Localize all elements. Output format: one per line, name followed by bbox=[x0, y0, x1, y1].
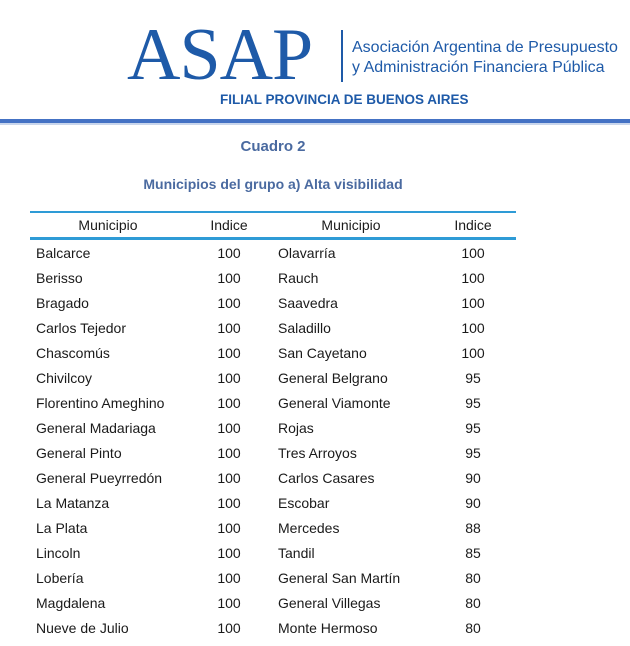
municipio-cell: Monte Hermoso bbox=[278, 619, 378, 636]
indice-cell: 100 bbox=[217, 419, 241, 436]
table-row bbox=[30, 465, 516, 490]
table-header-row bbox=[30, 212, 516, 239]
municipios-table bbox=[30, 211, 516, 640]
municipio-cell: General Pinto bbox=[36, 444, 122, 461]
table-row bbox=[30, 239, 516, 266]
municipio-cell: General Villegas bbox=[278, 594, 381, 611]
indice-cell: 95 bbox=[465, 444, 481, 461]
indice-cell: 95 bbox=[465, 394, 481, 411]
table-row bbox=[30, 515, 516, 540]
table-subtitle: Municipios del grupo a) Alta visibilidad bbox=[143, 176, 403, 192]
indice-cell: 80 bbox=[465, 619, 481, 636]
indice-cell: 100 bbox=[461, 319, 485, 336]
indice-cell: 85 bbox=[465, 544, 481, 561]
org-name-line-2: y Administración Financiera Pública bbox=[352, 59, 605, 76]
table-row bbox=[30, 615, 516, 640]
table-row bbox=[30, 415, 516, 440]
table-row bbox=[30, 565, 516, 590]
municipio-cell: La Plata bbox=[36, 519, 88, 536]
table-row bbox=[30, 290, 516, 315]
municipio-cell: Olavarría bbox=[278, 244, 336, 261]
asap-logo: ASAP bbox=[127, 14, 313, 96]
table-row bbox=[30, 540, 516, 565]
municipio-cell: Saladillo bbox=[278, 319, 331, 336]
indice-cell: 100 bbox=[461, 294, 485, 311]
municipio-cell: Rojas bbox=[278, 419, 314, 436]
indice-cell: 100 bbox=[217, 344, 241, 361]
indice-cell: 100 bbox=[217, 294, 241, 311]
indice-cell: 100 bbox=[217, 569, 241, 586]
table-row bbox=[30, 365, 516, 390]
indice-cell: 100 bbox=[217, 544, 241, 561]
header-rule-shadow bbox=[0, 123, 630, 125]
column-header-indice: Indice bbox=[454, 217, 492, 233]
table-row bbox=[30, 440, 516, 465]
municipio-cell: Saavedra bbox=[278, 294, 338, 311]
municipio-cell: General Madariaga bbox=[36, 419, 156, 436]
municipio-cell: Tandil bbox=[278, 544, 315, 561]
municipio-cell: Lobería bbox=[36, 569, 84, 586]
logo-divider bbox=[341, 30, 343, 82]
municipio-cell: Carlos Tejedor bbox=[36, 319, 127, 336]
municipio-cell: General Belgrano bbox=[278, 369, 388, 386]
indice-cell: 100 bbox=[217, 244, 241, 261]
municipio-cell: General Pueyrredón bbox=[36, 469, 163, 486]
indice-cell: 100 bbox=[217, 594, 241, 611]
filial-name: FILIAL PROVINCIA DE BUENOS AIRES bbox=[220, 92, 469, 107]
indice-cell: 100 bbox=[217, 469, 241, 486]
indice-cell: 100 bbox=[217, 494, 241, 511]
table-row bbox=[30, 340, 516, 365]
column-header-municipio: Municipio bbox=[78, 217, 138, 233]
indice-cell: 90 bbox=[465, 469, 481, 486]
indice-cell: 80 bbox=[465, 594, 481, 611]
municipio-cell: Escobar bbox=[278, 494, 330, 511]
municipio-cell: Mercedes bbox=[278, 519, 340, 536]
indice-cell: 100 bbox=[217, 444, 241, 461]
municipio-cell: La Matanza bbox=[36, 494, 110, 511]
table-row bbox=[30, 490, 516, 515]
municipio-cell: Magdalena bbox=[36, 594, 106, 611]
municipio-cell: Balcarce bbox=[36, 244, 91, 261]
indice-cell: 80 bbox=[465, 569, 481, 586]
municipio-cell: Carlos Casares bbox=[278, 469, 375, 486]
municipio-cell: Chivilcoy bbox=[36, 369, 93, 386]
indice-cell: 100 bbox=[217, 319, 241, 336]
indice-cell: 95 bbox=[465, 369, 481, 386]
municipio-cell: Chascomús bbox=[36, 344, 110, 361]
table-row bbox=[30, 265, 516, 290]
indice-cell: 100 bbox=[217, 519, 241, 536]
org-name-line-1: Asociación Argentina de Presupuesto bbox=[352, 39, 618, 56]
indice-cell: 88 bbox=[465, 519, 481, 536]
indice-cell: 100 bbox=[461, 344, 485, 361]
indice-cell: 100 bbox=[217, 369, 241, 386]
indice-cell: 95 bbox=[465, 419, 481, 436]
column-header-indice: Indice bbox=[210, 217, 248, 233]
municipio-cell: Nueve de Julio bbox=[36, 619, 129, 636]
table-title: Cuadro 2 bbox=[240, 138, 306, 155]
table-row bbox=[30, 390, 516, 415]
indice-cell: 100 bbox=[217, 394, 241, 411]
table-row bbox=[30, 315, 516, 340]
indice-cell: 100 bbox=[217, 619, 241, 636]
table-row bbox=[30, 590, 516, 615]
municipio-cell: Florentino Ameghino bbox=[36, 394, 165, 411]
municipio-cell: General Viamonte bbox=[278, 394, 391, 411]
indice-cell: 100 bbox=[217, 269, 241, 286]
indice-cell: 90 bbox=[465, 494, 481, 511]
municipio-cell: San Cayetano bbox=[278, 344, 367, 361]
municipio-cell: Rauch bbox=[278, 269, 319, 286]
letterhead bbox=[0, 0, 630, 125]
municipio-cell: Berisso bbox=[36, 269, 83, 286]
municipio-cell: Lincoln bbox=[36, 544, 81, 561]
municipio-cell: General San Martín bbox=[278, 569, 401, 586]
municipio-cell: Bragado bbox=[36, 294, 89, 311]
column-header-municipio: Municipio bbox=[321, 217, 381, 233]
indice-cell: 100 bbox=[461, 269, 485, 286]
indice-cell: 100 bbox=[461, 244, 485, 261]
municipio-cell: Tres Arroyos bbox=[278, 444, 357, 461]
